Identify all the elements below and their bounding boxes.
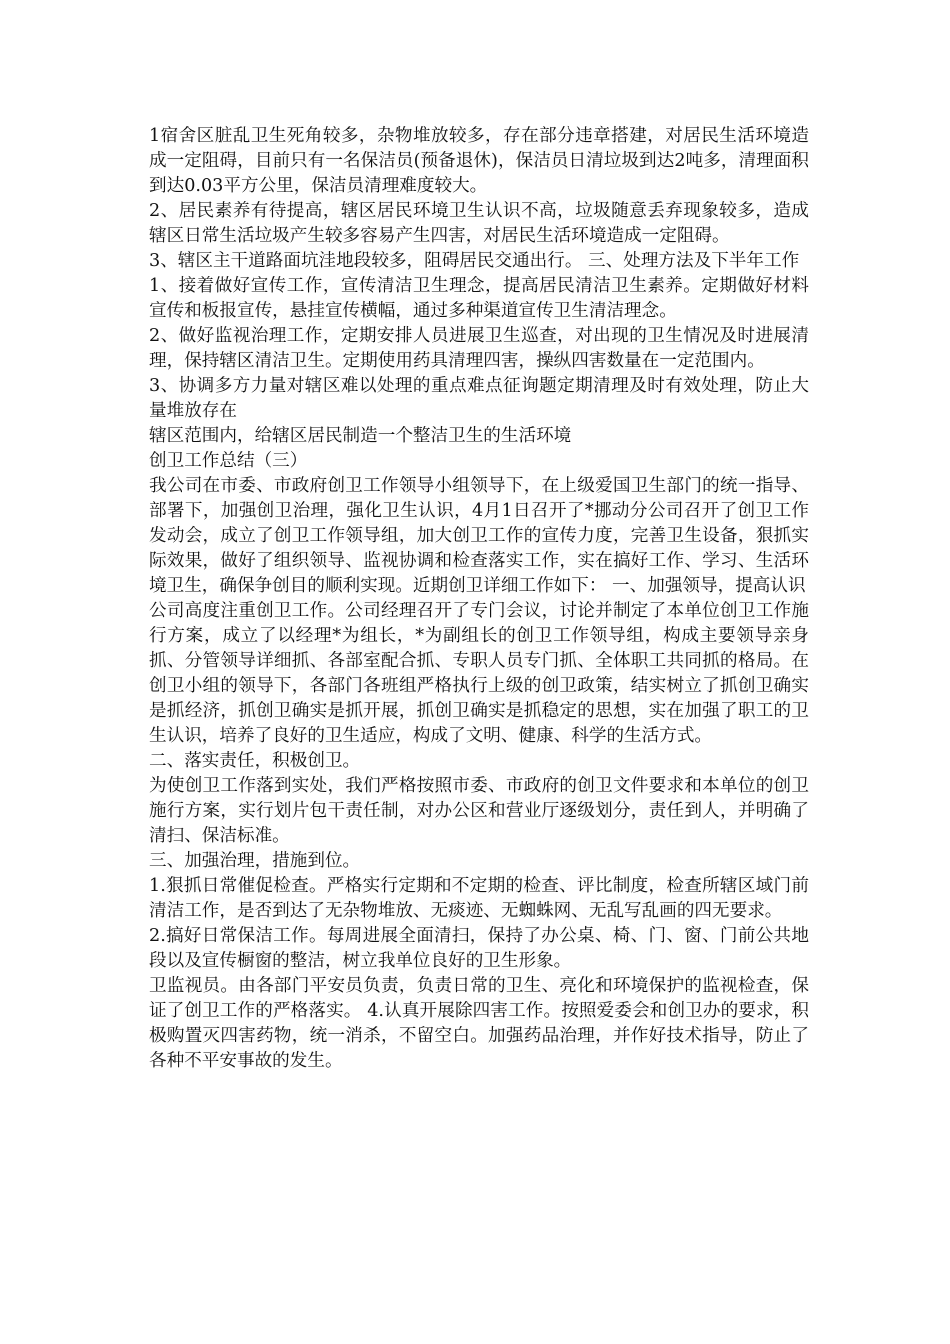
paragraph: 为使创卫工作落到实处，我们严格按照市委、市政府的创卫文件要求和本单位的创卫施行方案，实行划片包干责任制，对办公区和营业厅逐级划分，责任到人，并明确了清扫、保洁标准。 — [149, 776, 809, 846]
subheading: 三、加强治理，措施到位。 — [149, 851, 361, 871]
document-page — [149, 124, 809, 1074]
paragraph: 2、居民素养有待提高，辖区居民环境卫生认识不高，垃圾随意丢弃现象较多，造成辖区日常生活垃圾产生较多容易产生四害，对居民生活环境造成一定阻碍。 — [149, 201, 809, 246]
paragraph: 3、协调多方力量对辖区难以处理的重点难点征询题定期清理及时有效处理，防止大量堆放存在 — [149, 376, 809, 421]
paragraph: 3、辖区主干道路面坑洼地段较多，阻碍居民交通出行。 三、处理方法及下半年工作 — [149, 251, 800, 271]
paragraph: 1.狠抓日常催促检查。严格实行定期和不定期的检查、评比制度，检查所辖区域门前清洁工作，是否到达了无杂物堆放、无痰迹、无蜘蛛网、无乱写乱画的四无要求。 — [149, 876, 809, 921]
paragraph: 卫监视员。由各部门平安员负责，负责日常的卫生、亮化和环境保护的监视检查，保证了创卫工作的严格落实。 4.认真开展除四害工作。按照爱委会和创卫办的要求，积极购置灭四害药物，统一消杀，不留空白。加强药品治理，并作好技术指导，防止了各种不平安事故的发生。 — [149, 976, 809, 1071]
paragraph: 1、接着做好宣传工作，宣传清洁卫生理念，提高居民清洁卫生素养。定期做好材料宣传和板报宣传，悬挂宣传横幅，通过多种渠道宣传卫生清洁理念。 — [149, 276, 809, 321]
paragraph: 我公司在市委、市政府创卫工作领导小组领导下，在上级爱国卫生部门的统一指导、部署下，加强创卫治理，强化卫生认识，4月1日召开了*挪动分公司召开了创卫工作发动会，成立了创卫工作领导组，加大创卫工作的宣传力度，完善卫生设备，狠抓实际效果，做好了组织领导、监视协调和检查落实工作，实在搞好工作、学习、生活环境卫生，确保争创目的顺利实现。近期创卫详细工作如下： 一、加强领导，提高认识 — [149, 476, 809, 596]
subheading: 二、落实责任，积极创卫。 — [149, 751, 361, 771]
paragraph: 辖区范围内，给辖区居民制造一个整洁卫生的生活环境 — [149, 426, 572, 446]
paragraph: 2、做好监视治理工作，定期安排人员进展卫生巡查，对出现的卫生情况及时进展清理，保持辖区清洁卫生。定期使用药具清理四害，操纵四害数量在一定范围内。 — [149, 326, 809, 371]
paragraph: 2.搞好日常保洁工作。每周进展全面清扫，保持了办公桌、椅、门、窗、门前公共地段以及宣传橱窗的整洁，树立我单位良好的卫生形象。 — [149, 926, 809, 971]
paragraph: 公司高度注重创卫工作。公司经理召开了专门会议，讨论并制定了本单位创卫工作施行方案，成立了以经理*为组长，*为副组长的创卫工作领导组，构成主要领导亲身抓、分管领导详细抓、各部室配合抓、专职人员专门抓、全体职工共同抓的格局。在创卫小组的领导下，各部门各班组严格执行上级的创卫政策，结实树立了抓创卫确实是抓经济，抓创卫确实是抓开展，抓创卫确实是抓稳定的思想，实在加强了职工的卫生认识，培养了良好的卫生适应，构成了文明、健康、科学的生活方式。 — [149, 601, 809, 746]
section-heading: 创卫工作总结（三） — [149, 451, 308, 471]
paragraph: 1宿舍区脏乱卫生死角较多，杂物堆放较多，存在部分违章搭建，对居民生活环境造成一定阻碍，目前只有一名保洁员(预备退休)，保洁员日清垃圾到达2吨多，清理面积到达0.03平方公里，保洁员清理难度较大。 — [149, 126, 809, 196]
